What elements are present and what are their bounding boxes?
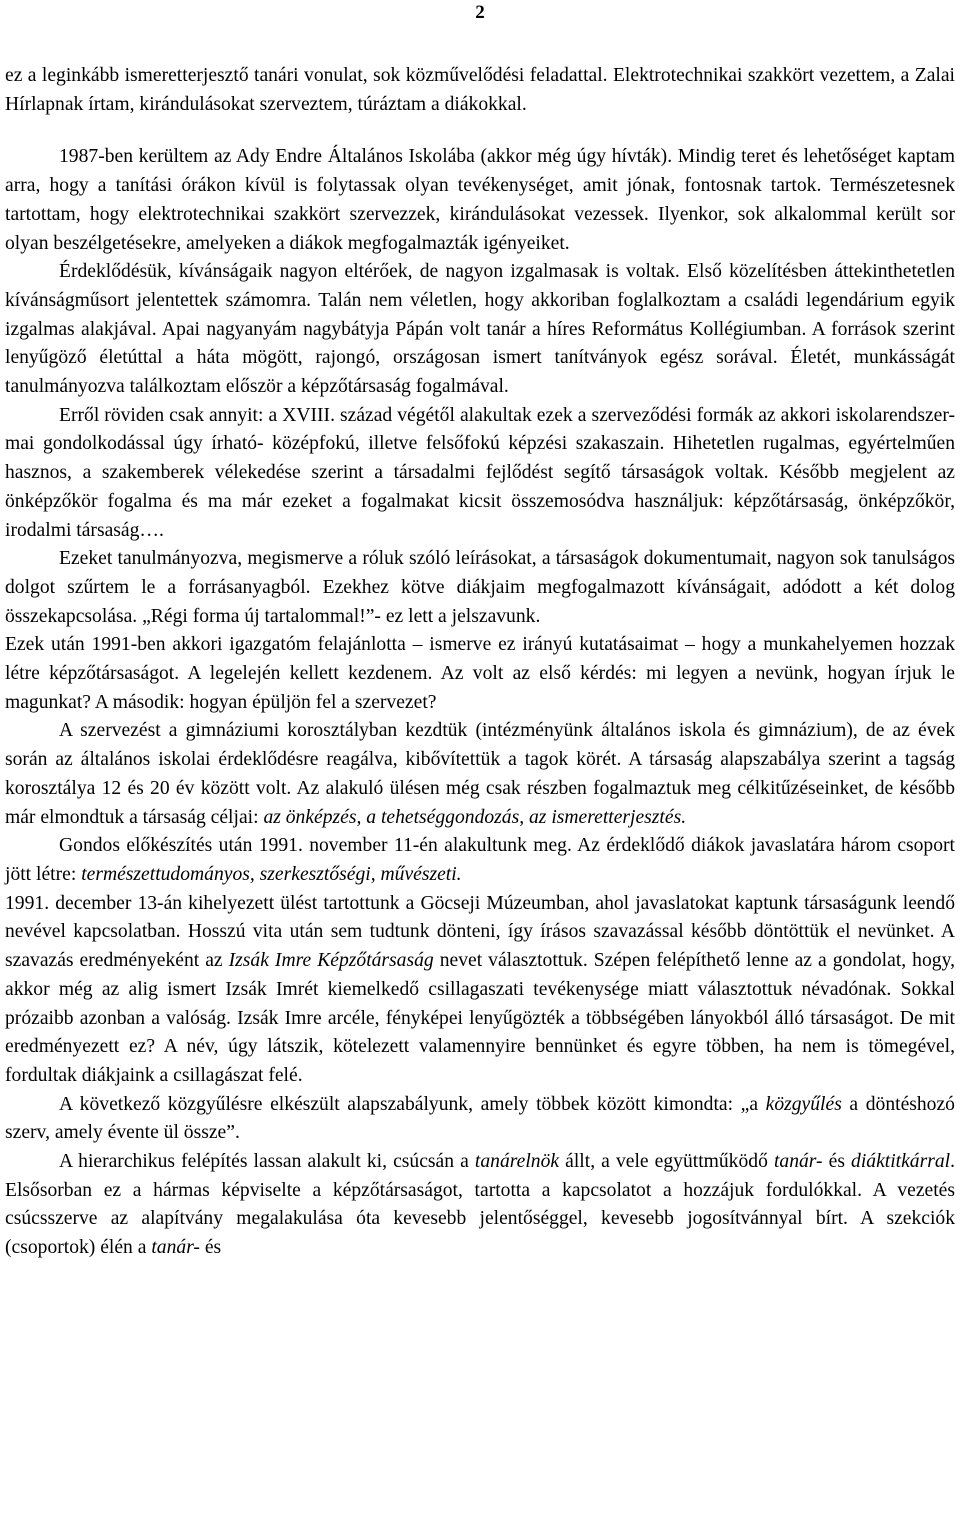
paragraph-p6 (5, 631, 955, 717)
text-run: és (822, 1151, 852, 1173)
paragraph-p10 (5, 1091, 955, 1148)
text-run: A hierarchikus felépítés lassan alakult ki, csúcsán a (59, 1151, 475, 1173)
text-run: Érdeklődésük, kívánságaik nagyon eltérőek, de nagyon izgalmasak is voltak. Első közelítésben áttekinthetetlen kívánságműsort jelentettek számomra. Talán nem véletlen, hogy akkoriban foglalkoztam a családi legendárium egyik izgalmas alakjával. Apai nagyanyám nagybátyja Pápán volt tanár a híres Református Kollégiumban. A források szerint lenyűgöző életúttal a háta mögött, rajongó, országosan ismert tanítványok egész sorával. Életét, munkásságát tanulmányozva találkoztam először a képzőtársaság fogalmával. (5, 261, 955, 398)
italic-text: diáktitkárral (851, 1151, 951, 1173)
text-run: ez a leginkább ismeretterjesztő tanári vonulat, sok közművelődési feladattal. Elektrotechnikai szakkört vezettem, a Zalai Hírlapnak írtam, kirándulásokat szerveztem, túráztam a diákokkal. (5, 65, 955, 115)
text-run: 1991. december 13-án kihelyezett ülést tartottunk a Göcseji Múzeumban, ahol javaslatokat kaptunk társaságunk leendő nevével kapcsolatban. Hosszú vita után sem tudtunk dönteni, így írásos szavazással később döntöttük el nevünket. A szavazás eredményeként az (5, 892, 955, 972)
page-number: 2 (475, 2, 485, 23)
paragraph-p8 (5, 832, 955, 889)
text-run: a döntéshozó szerv, amely évente ül össze”. (5, 1093, 955, 1144)
text-run: és (199, 1237, 222, 1259)
italic-text: az önképzés, a tehetséggondozás, az ismeretterjesztés. (263, 806, 687, 828)
paragraph-p1 (5, 62, 955, 119)
paragraph-p3 (5, 258, 955, 402)
paragraph-p4 (5, 402, 955, 546)
text-run: . Elsősorban ez a hármas képviselte a képzőtársaságot, tartotta a kapcsolatot a hozzájuk fordulókkal. A vezetés csúcsszerve az alapítvány megalakulása óta kevesebb jelentőséggel, kevesebb jogosítvánnyal bírt. A szekciók (csoportok) élén a (5, 1151, 956, 1259)
text-run: Ezeket tanulmányozva, megismerve a róluk szóló leírásokat, a társaságok dokumentumait, nagyon sok tanulságos dolgot szűrtem le a forrásanyagból. Ezekhez kötve diákjaim megfogalmazott kívánságait, adódott a két dolog összekapcsolása. „Régi forma új tartalommal!”- ez lett a jelszavunk. (5, 548, 955, 627)
italic-text: közgyűlés (765, 1093, 842, 1115)
text-run: állt, a vele együttműködő (559, 1151, 774, 1173)
text-run: A szervezést a gimnáziumi korosztályban kezdtük (intézményünk általános iskola és gimnázium), de az évek során az általános iskolai érdeklődésre reagálva, kibővítettük a tagok körét. A társaság alapszabálya szerint a tagság korosztálya 12 és 20 év között volt. Az alakuló ülésen még csak részben fogalmaztuk meg célkitűzéseinket, de később már elmondtuk a társaság céljai: (5, 720, 955, 828)
paragraph-p5 (5, 545, 955, 631)
paragraph-p11 (5, 1148, 955, 1263)
paragraph-p9 (5, 890, 955, 1091)
paragraph-p7 (5, 717, 955, 832)
paragraph-p2 (5, 143, 955, 258)
italic-text: természettudományos, szerkesztőségi, művészeti. (81, 863, 462, 885)
text-run: A következő közgyűlésre elkészült alapszabályunk, amely többek között kimondta: „a (59, 1093, 766, 1115)
italic-text: tanárelnök (474, 1151, 560, 1173)
text-run: Ezek után 1991-ben akkori igazgatóm felajánlotta – ismerve ez irányú kutatásaimat – hogy a munkahelyemen hozzak létre képzőtársaságot. A legelején kellett kezdenem. Az volt az első kérdés: mi legyen a nevünk, hogyan írjuk le magunkat? A második: hogyan épüljön fel a szervezet? (5, 634, 955, 713)
text-run: nevet választottuk. Szépen felépíthető lenne az a gondolat, hogy, akkor még az alig ismert Izsák Imrét kiemelkedő csillagaszati tevékenysége miatt választottuk névadónak. Sokkal prózaibb azonban a valóság. Izsák Imre arcéle, fényképei lenyűgözték a többségében lányokból álló társaságot. De mit eredményezett ez? A név, úgy látszik, kötelezett valamennyire bennünket és egyre többen, ha nem is tömegével, fordultak diákjaink a csillagászat felé. (5, 950, 955, 1086)
italic-text: tanár- (773, 1151, 823, 1173)
text-run: Erről röviden csak annyit: a XVIII. század végétől alakultak ezek a szerveződési formák az akkori iskolarendszer- mai gondolkodással úgy írható- középfokú, illetve felsőfokú képzési szakaszain. Hihetetlen rugalmas, egyértelműen hasznos, a szakemberek vélekedése szerint a társadalmi fejlődést segítő társaságok voltak. Később megjelent az önképzőkör fogalma és ma már ezeket a fogalmakat kicsit összemosódva használjuk: képzőtársaság, önképzőkör, irodalmi társaság…. (5, 404, 955, 541)
italic-text: tanár- (151, 1237, 200, 1259)
text-run: Gondos előkészítés után 1991. november 11-én alakultunk meg. Az érdeklődő diákok javaslatára három csoport jött létre: (5, 835, 955, 885)
text-run: 1987-ben kerültem az Ady Endre Általános Iskolába (akkor még úgy hívták). Mindig teret és lehetőséget kaptam arra, hogy a tanítási órákon kívül is folytassak olyan tevékenységet, amit jónak, fontosnak tartok. Természetesnek tartottam, hogy elektrotechnikai szakkört szervezzek, kirándulásokat vezessek. Ilyenkor, sok alkalommal került sor olyan beszélgetésekre, amelyeken a diákok megfogalmazták igényeiket. (5, 146, 955, 254)
body-text (5, 62, 955, 1263)
italic-text: Izsák Imre Képzőtársaság (228, 950, 434, 972)
